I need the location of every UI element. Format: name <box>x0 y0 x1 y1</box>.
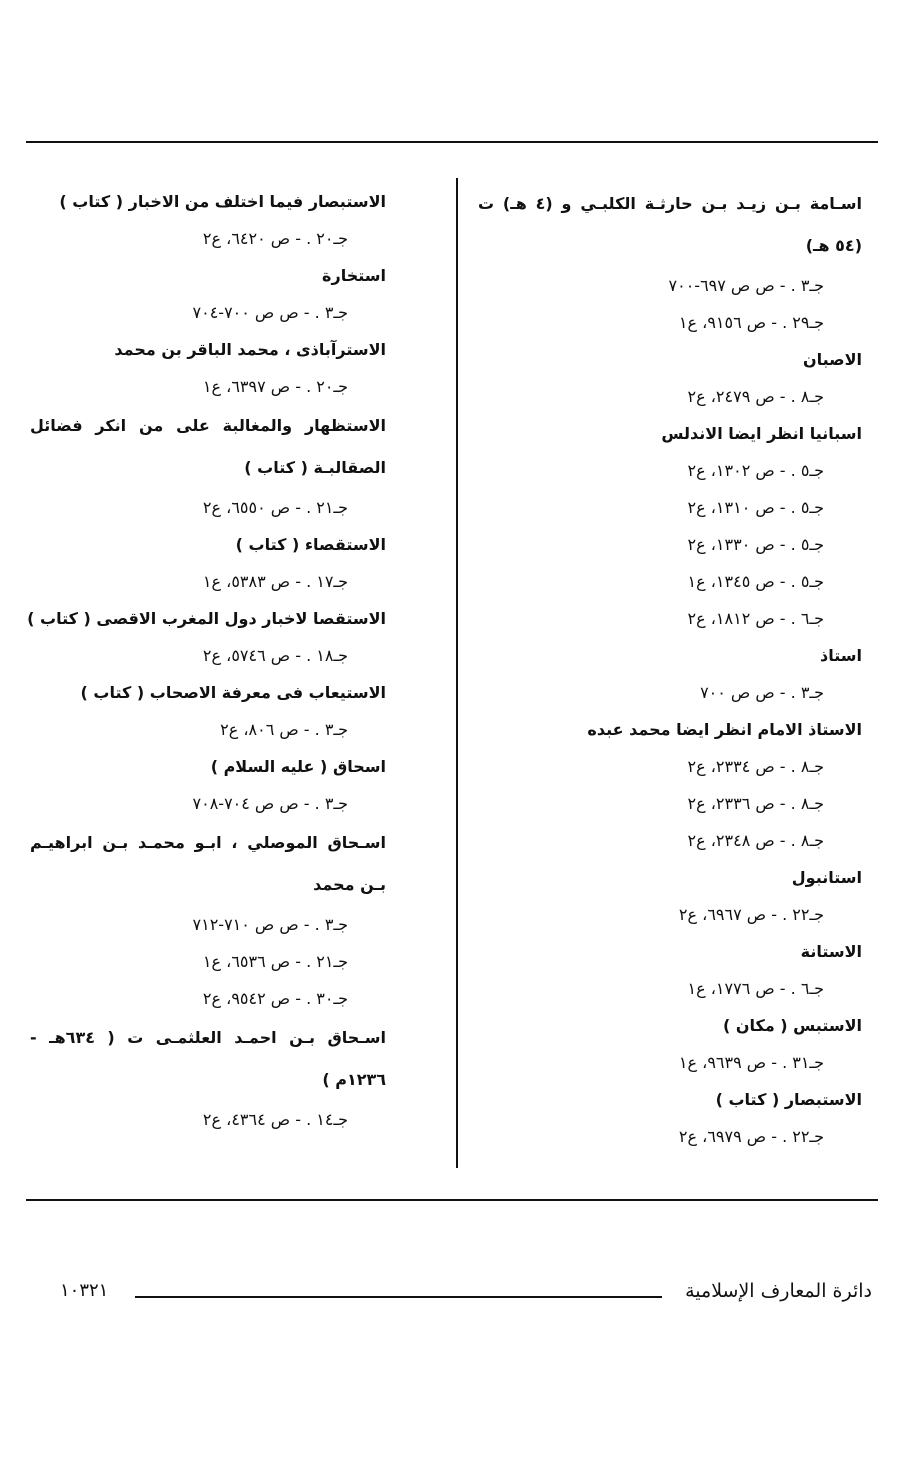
index-reference: جـ٢١ . - ص ٦٥٣٦، ع١ <box>202 952 348 971</box>
index-entry-heading: اسـحاق الموصلي ، ابـو محمـد بـن ابراهيـم بـن محمد <box>30 833 386 894</box>
index-reference: جـ٣١ . - ص ٩٦٣٩، ع١ <box>678 1053 824 1072</box>
index-column-left <box>27 183 386 1138</box>
index-reference: جـ١٨ . - ص ٥٧٤٦، ع٢ <box>202 646 348 665</box>
index-entry-heading: اسـحاق بـن احمـد العلثمـى ت ( ٦٣٤هـ - ١٢٣٦م ) <box>30 1028 386 1089</box>
index-entry-heading: الاستقصاء ( كتاب ) <box>235 535 386 554</box>
index-reference: جـ٢٠ . - ص ٦٣٩٧، ع١ <box>202 377 348 396</box>
index-reference: جـ٣٠ . - ص ٩٥٤٢، ع٢ <box>202 989 348 1008</box>
index-reference: جـ٣ . - ص ص ٧٠٠ <box>700 683 824 702</box>
index-reference: جـ١٤ . - ص ٤٣٦٤، ع٢ <box>202 1110 348 1129</box>
index-entry-heading: الاستبس ( مكان ) <box>722 1016 862 1035</box>
index-reference: جـ٥ . - ص ١٣٣٠، ع٢ <box>687 535 824 554</box>
page-number: ١٠٣٢١ <box>60 1280 109 1301</box>
index-reference: جـ٣ . - ص ص ٧١٠-٧١٢ <box>192 915 348 934</box>
bottom-rule <box>26 1199 878 1201</box>
index-entry-heading: الاستاذ الامام انظر ايضا محمد عبده <box>587 720 862 739</box>
index-entry-heading: الاصبان <box>802 350 862 369</box>
index-reference: جـ٥ . - ص ١٣١٠، ع٢ <box>687 498 824 517</box>
page-footer <box>60 1280 872 1310</box>
index-reference: جـ٥ . - ص ١٣٠٢، ع٢ <box>687 461 824 480</box>
index-reference: جـ٣ . - ص ص ٧٠٠-٧٠٤ <box>192 303 348 322</box>
index-reference: جـ٢٢ . - ص ٦٩٦٧، ع٢ <box>678 905 824 924</box>
index-entry-heading: استانبول <box>791 868 862 887</box>
index-entry-heading: الاسترآباذى ، محمد الباقر بن محمد <box>114 340 386 359</box>
index-reference: جـ٨ . - ص ٢٤٧٩، ع٢ <box>687 387 824 406</box>
index-entry-heading: الاستبصار فيما اختلف من الاخبار ( كتاب ) <box>59 192 386 211</box>
index-entry-heading: الاستيعاب فى معرفة الاصحاب ( كتاب ) <box>80 683 386 702</box>
index-entry-heading: اسبانيا انظر ايضا الاندلس <box>661 424 862 443</box>
index-reference: جـ٦ . - ص ١٧٧٦، ع١ <box>687 979 824 998</box>
index-reference: جـ٣ . - ص ص ٧٠٤-٧٠٨ <box>192 794 348 813</box>
column-divider <box>456 178 458 1168</box>
index-entry-heading: الاستبصار ( كتاب ) <box>715 1090 862 1109</box>
index-entry-heading: الاستانة <box>800 942 862 961</box>
index-entry-heading: اسحاق ( عليه السلام ) <box>210 757 386 776</box>
footer-title: دائرة المعارف الإسلامية <box>685 1280 872 1302</box>
index-reference: جـ٨ . - ص ٢٣٤٨، ع٢ <box>687 831 824 850</box>
index-reference: جـ٨ . - ص ٢٣٣٤، ع٢ <box>687 757 824 776</box>
index-entry-heading: الاستقصا لاخبار دول المغرب الاقصى ( كتاب ) <box>27 609 386 628</box>
index-reference: جـ٥ . - ص ١٣٤٥، ع١ <box>687 572 824 591</box>
index-entry-heading: اسـامة بـن زيـد بـن حارثـة الكلبـي و (٤ هـ) ت (٥٤ هـ) <box>478 194 862 255</box>
index-reference: جـ٢٢ . - ص ٦٩٧٩، ع٢ <box>678 1127 824 1146</box>
index-reference: جـ٢٠ . - ص ٦٤٢٠، ع٢ <box>202 229 348 248</box>
index-reference: جـ٢٩ . - ص ٩١٥٦، ع١ <box>678 313 824 332</box>
index-entry-heading: استخارة <box>322 266 386 285</box>
index-column-right <box>478 183 862 1155</box>
footer-divider <box>135 1296 662 1298</box>
index-entry-heading: الاستظهار والمغالبة على من انكر فضائل الصقالبـة ( كتاب ) <box>30 416 386 477</box>
index-reference: جـ٨ . - ص ٢٣٣٦، ع٢ <box>687 794 824 813</box>
index-entry-heading: استاذ <box>820 646 862 665</box>
index-reference: جـ٢١ . - ص ٦٥٥٠، ع٢ <box>202 498 348 517</box>
index-reference: جـ٣ . - ص ص ٦٩٧-٧٠٠ <box>668 276 824 295</box>
index-reference: جـ٣ . - ص ٨٠٦، ع٢ <box>220 720 348 739</box>
index-reference: جـ١٧ . - ص ٥٣٨٣، ع١ <box>202 572 348 591</box>
top-rule <box>26 141 878 143</box>
index-reference: جـ٦ . - ص ١٨١٢، ع٢ <box>687 609 824 628</box>
